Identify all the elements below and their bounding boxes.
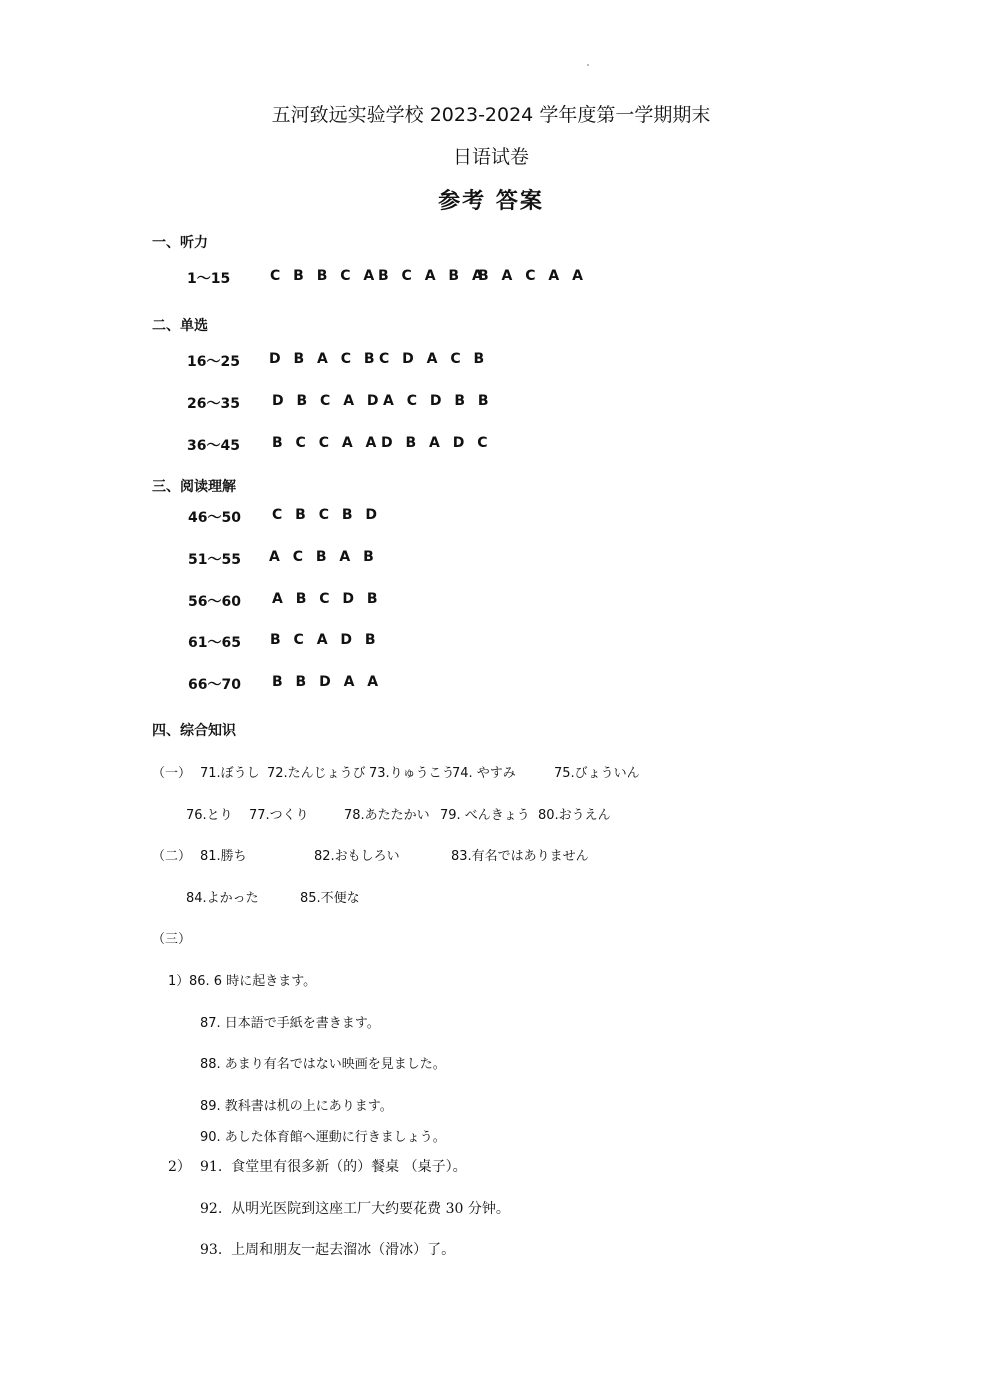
question-range: 36～45 bbox=[187, 438, 240, 454]
answer-group: B A C A A bbox=[478, 268, 587, 284]
answer-sentence: 93. 上周和朋友一起去溜冰（滑冰）了。 bbox=[200, 1242, 456, 1258]
answer-item: 81.勝ち bbox=[200, 849, 247, 864]
answer-group: D B C A D bbox=[272, 393, 383, 409]
question-range: 61～65 bbox=[188, 635, 241, 651]
answer-sentence: 89. 教科書は机の上にあります。 bbox=[200, 1099, 393, 1114]
answer-group: C B B C A bbox=[270, 268, 379, 284]
question-range: 51～55 bbox=[188, 552, 241, 568]
answer-sentence: 88. あまり有名ではない映画を見ました。 bbox=[200, 1057, 446, 1072]
answer-group: D B A C B bbox=[269, 351, 379, 367]
subpart-label: 2） bbox=[168, 1159, 191, 1175]
scan-speck bbox=[587, 64, 589, 66]
answer-group: D B A D C bbox=[381, 435, 492, 451]
answer-item: 74. やすみ bbox=[452, 766, 516, 781]
section-heading-comprehensive: 四、综合知识 bbox=[152, 723, 236, 739]
part-label: （三） bbox=[152, 932, 192, 947]
exam-title: 五河致远实验学校 2023-2024 学年度第一学期期末 bbox=[271, 104, 711, 126]
section-heading-single-choice: 二、单选 bbox=[152, 318, 208, 334]
answer-item: 76.とり bbox=[186, 808, 233, 823]
question-range: 1～15 bbox=[187, 271, 231, 287]
answer-sentence: 86. 6 時に起きます。 bbox=[189, 974, 317, 989]
answer-sentence: 92. 从明光医院到这座工厂大约要花费 30 分钟。 bbox=[200, 1201, 510, 1217]
answer-key-heading: 参考 答案 bbox=[438, 189, 544, 214]
answer-group: A B C D B bbox=[272, 591, 382, 607]
answer-group: A C B A B bbox=[269, 549, 378, 565]
question-range: 56～60 bbox=[188, 594, 241, 610]
question-range: 46～50 bbox=[188, 510, 241, 526]
section-heading-listening: 一、听力 bbox=[152, 235, 208, 251]
answer-item: 73.りゅうこう bbox=[369, 766, 455, 781]
answer-group: A C D B B bbox=[383, 393, 493, 409]
answer-item: 72.たんじょうび bbox=[267, 766, 366, 781]
answer-group: B C C A A bbox=[272, 435, 381, 451]
section-heading-reading: 三、阅读理解 bbox=[152, 479, 236, 495]
answer-group: B C A B A bbox=[378, 268, 487, 284]
answer-group: C B C B D bbox=[272, 507, 382, 523]
answer-item: 82.おもしろい bbox=[314, 849, 400, 864]
answer-item: 84.よかった bbox=[186, 891, 259, 906]
answer-item: 85.不便な bbox=[300, 891, 360, 906]
part-label: （二） bbox=[152, 849, 192, 864]
answer-group: C D A C B bbox=[379, 351, 489, 367]
answer-item: 77.つくり bbox=[249, 808, 309, 823]
answer-sentence: 90. あした体育館へ運動に行きましょう。 bbox=[200, 1130, 446, 1145]
answer-group: B C A D B bbox=[270, 632, 380, 648]
question-range: 26～35 bbox=[187, 396, 240, 412]
answer-sentence: 87. 日本語で手紙を書きます。 bbox=[200, 1016, 380, 1031]
answer-item: 80.おうえん bbox=[538, 808, 611, 823]
answer-item: 79. べんきょう bbox=[440, 808, 530, 823]
answer-group: B B D A A bbox=[272, 674, 383, 690]
exam-subject: 日语试卷 bbox=[452, 146, 529, 168]
answer-sentence: 91. 食堂里有很多新（的）餐桌 （桌子）。 bbox=[200, 1159, 467, 1175]
subpart-label: 1） bbox=[168, 974, 190, 989]
answer-item: 75.びょういん bbox=[554, 766, 640, 781]
answer-item: 71.ぼうし bbox=[200, 766, 260, 781]
part-label: （一） bbox=[152, 766, 192, 781]
question-range: 16～25 bbox=[187, 354, 240, 370]
answer-item: 78.あたたかい bbox=[344, 808, 430, 823]
answer-item: 83.有名ではありません bbox=[451, 849, 589, 864]
question-range: 66～70 bbox=[188, 677, 241, 693]
